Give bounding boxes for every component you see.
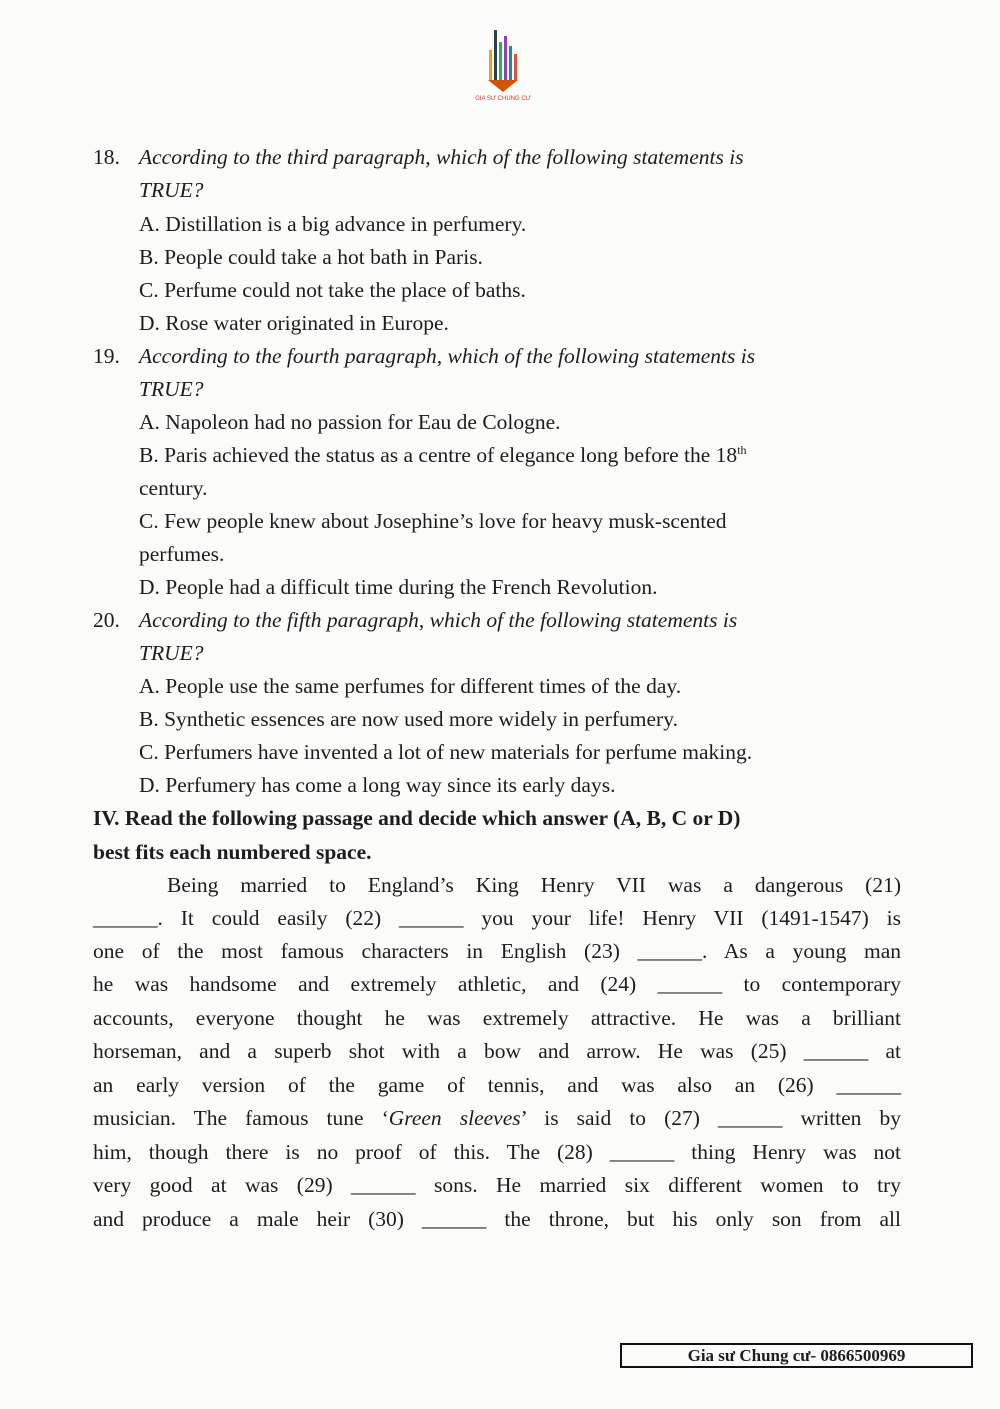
question-20-number: 20. (93, 608, 120, 632)
section-heading: IV. Read the following passage and decide which answer (A, B, C or D) (93, 806, 741, 830)
passage-line-2: ______. It could easily (22) ______ you your life! Henry VII (1491-1547) is (93, 906, 901, 930)
footer-contact-box: Gia sư Chung cư- 0866500969 (620, 1343, 973, 1368)
question-19-option-b-text: B. Paris achieved the status as a centre of elegance long before the 18 (139, 443, 738, 467)
question-18-option-d: D. Rose water originated in Europe. (139, 311, 449, 335)
question-20-option-b: B. Synthetic essences are now used more widely in perfumery. (139, 707, 678, 731)
question-18-stem: According to the third paragraph, which of the following statements is (139, 145, 744, 169)
question-18-option-b: B. People could take a hot bath in Paris. (139, 245, 483, 269)
question-19-option-b-cont: century. (139, 476, 208, 500)
passage-line-8: musician. The famous tune ‘Green sleeves’ is said to (27) ______ written by (93, 1106, 901, 1130)
passage-line-11: and produce a male heir (30) ______ the throne, but his only son from all (93, 1207, 901, 1231)
question-19-option-c: C. Few people knew about Josephine’s love for heavy musk-scented (139, 509, 727, 533)
passage-line-4: he was handsome and extremely athletic, and (24) ______ to contemporary (93, 972, 901, 996)
question-18-number: 18. (93, 145, 120, 169)
question-19-number: 19. (93, 344, 120, 368)
tune-title: Green sleeves (388, 1106, 521, 1130)
passage-line-9: him, though there is no proof of this. The (28) ______ thing Henry was not (93, 1140, 901, 1164)
question-19-option-b-sup: th (737, 442, 747, 457)
question-19-option-a: A. Napoleon had no passion for Eau de Cologne. (139, 410, 561, 434)
passage-line-5: accounts, everyone thought he was extremely attractive. He was a brilliant (93, 1006, 901, 1030)
question-20-option-d: D. Perfumery has come a long way since its early days. (139, 773, 616, 797)
passage-line-6: horseman, and a superb shot with a bow and arrow. He was (25) ______ at (93, 1039, 901, 1063)
question-20-option-c: C. Perfumers have invented a lot of new materials for perfume making. (139, 740, 753, 764)
question-18-stem-cont: TRUE? (139, 178, 204, 202)
question-18-option-a: A. Distillation is a big advance in perfumery. (139, 212, 527, 236)
logo (468, 22, 538, 122)
question-19-option-b (139, 441, 747, 469)
pencil-logo-icon (483, 22, 523, 94)
section-heading-cont: best fits each numbered space. (93, 840, 372, 864)
question-20-stem: According to the fifth paragraph, which of the following statements is (139, 608, 738, 632)
question-19-stem-cont: TRUE? (139, 377, 204, 401)
passage-line-7: an early version of the game of tennis, and was also an (26) ______ (93, 1073, 901, 1097)
question-19-option-d: D. People had a difficult time during the French Revolution. (139, 575, 658, 599)
passage-line-10: very good at was (29) ______ sons. He married six different women to try (93, 1173, 901, 1197)
question-20-stem-cont: TRUE? (139, 641, 204, 665)
question-19-option-c-cont: perfumes. (139, 542, 225, 566)
passage-line-3: one of the most famous characters in English (23) ______. As a young man (93, 939, 901, 963)
question-20-option-a: A. People use the same perfumes for different times of the day. (139, 674, 682, 698)
logo-caption: GIA SƯ CHUNG CƯ (475, 96, 531, 102)
question-19-stem: According to the fourth paragraph, which of the following statements is (139, 344, 756, 368)
passage-line-1: Being married to England’s King Henry VII was a dangerous (21) (167, 873, 901, 897)
question-18-option-c: C. Perfume could not take the place of baths. (139, 278, 526, 302)
